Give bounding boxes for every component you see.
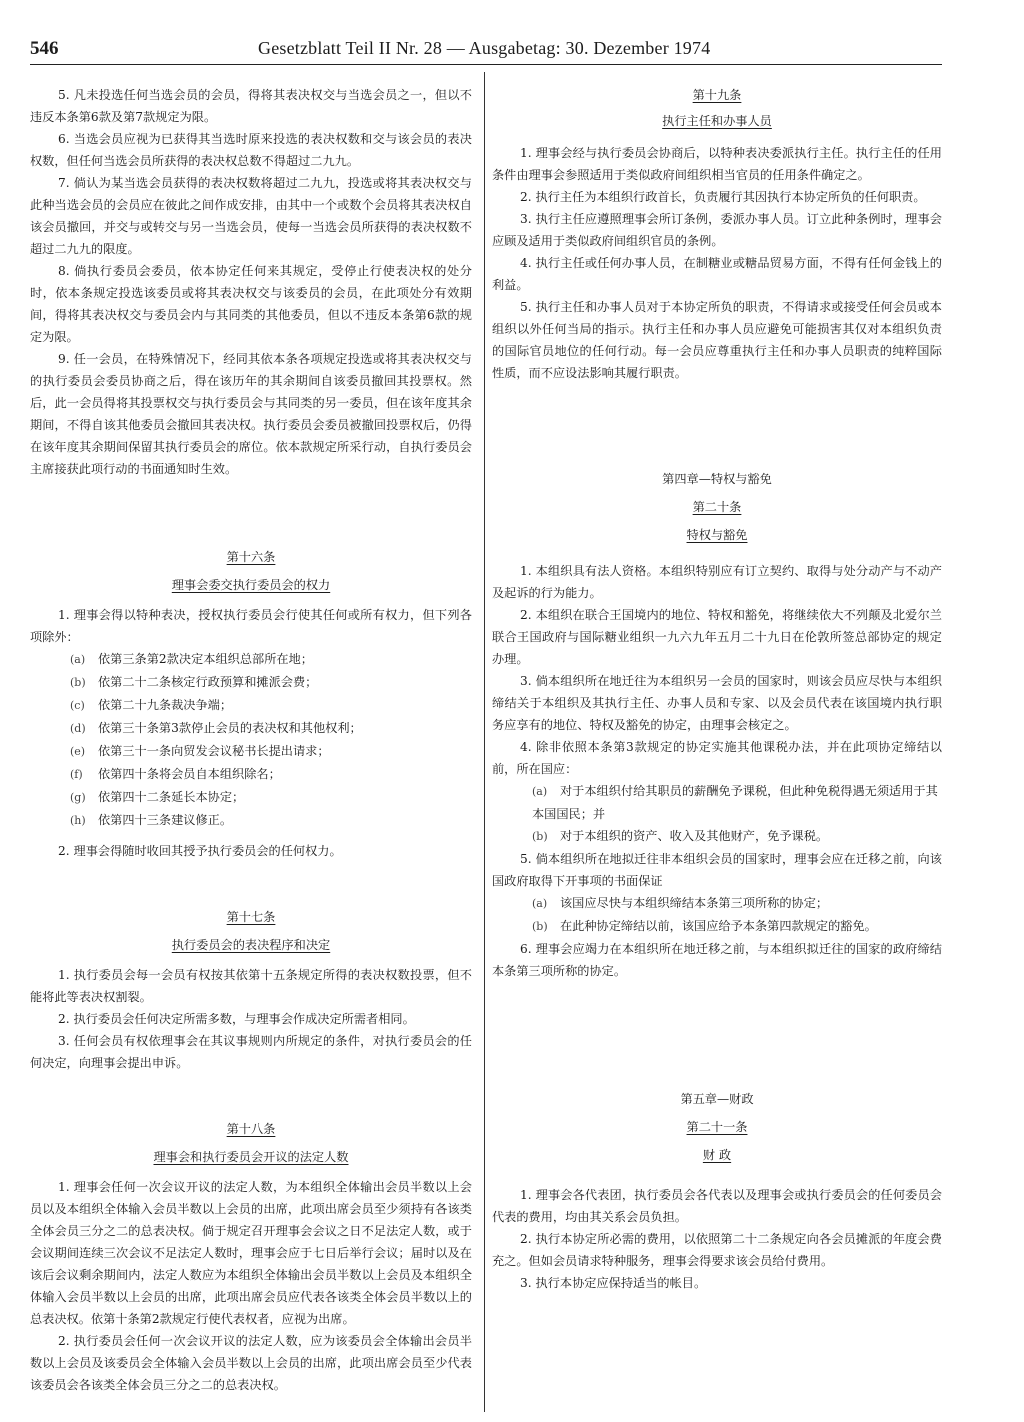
- list-item: (b) 在此种协定缔结以前，该国应给予本条第四款规定的豁免。: [532, 919, 877, 933]
- header-rule: [30, 64, 942, 65]
- list-item: (c) 依第二十九条裁决争端；: [70, 698, 233, 712]
- paragraph: 4. 除非依照本条第3款规定的协定实施其他课税办法，并在此项协定缔结以前，所在国应：: [492, 740, 942, 776]
- paragraph: 7. 倘认为某当选会员获得的表决权数将超过二九九，投选或将其表决权交与此种当选会员的会员应在彼此之间作成安排，由其中一个或数个会员将其表决权自该会员撤回，并交与或转交与另一当选会员，使每一当选会员所获得的表决权数不超过二九九的限度。: [30, 176, 472, 256]
- list-item: (f) 依第四十条将会员自本组织除名；: [70, 767, 281, 781]
- list-item: (g) 依第四十二条延长本协定；: [70, 790, 245, 804]
- page-header-title: Gesetzblatt Teil II Nr. 28 — Ausgabetag: 30. Dezember 1974: [258, 38, 711, 58]
- article-subject: 特权与豁免: [686, 528, 748, 542]
- right-column: [492, 84, 942, 1294]
- paragraph: 5. 凡未投选任何当选会员的会员，得将其表决权交与当选会员之一，但以不违反本条第6款及第7款规定为限。: [30, 88, 472, 124]
- list-item: (e) 依第三十一条向贸发会议秘书长提出请求；: [70, 744, 330, 758]
- article-subject: 执行主任和办事人员: [662, 114, 772, 128]
- paragraph: 3. 倘本组织所在地迁往为本组织另一会员的国家时，则该会员应尽快与本组织缔结关于本组织及其执行主任、办事人员和专家、以及会员代表在该国境内执行职务应享有的地位、特权及豁免的协定，由理事会核定之。: [492, 674, 942, 732]
- paragraph: 3. 执行本协定应保持适当的帐目。: [520, 1276, 707, 1290]
- left-column: [30, 84, 472, 1396]
- paragraph: 2. 执行本协定所必需的费用，以依照第二十二条规定向各会员摊派的年度会费充之。但如会员请求特种服务，理事会得要求该会员给付费用。: [492, 1232, 942, 1268]
- article-subject: 理事会和执行委员会开议的法定人数: [153, 1150, 349, 1164]
- paragraph: 1. 理事会经与执行委员会协商后，以特种表决委派执行主任。执行主任的任用条件由理事会参照适用于类似政府间组织相当官员的任用条件确定之。: [492, 146, 942, 182]
- paragraph: 8. 倘执行委员会委员，依本协定任何来其规定，受停止行使表决权的处分时，依本条规定投选该委员或将其表决权交与该委员的会员，在此项处分有效期间，得将其表决权交与委员会内与其同类的其他委员，但以不违反本条第6款的规定为限。: [30, 264, 472, 344]
- list-item: (h) 依第四十三条建议修正。: [70, 813, 233, 827]
- paragraph: 1. 理事会各代表团，执行委员会各代表以及理事会或执行委员会的任何委员会代表的费用，均由其关系会员负担。: [492, 1188, 942, 1224]
- paragraph: 1. 理事会得以特种表决，授权执行委员会行使其任何或所有权力，但下列各项除外：: [30, 608, 472, 644]
- list-item: (a) 对于本组织付给其职员的薪酬免予课税，但此种免税得遇无须适用于其本国国民；并: [532, 784, 938, 821]
- paragraph: 2. 本组织在联合王国境内的地位、特权和豁免，将继续依大不列颠及北爱尔兰联合王国政府与国际糖业组织一九六九年五月二十九日在伦敦所签总部协定的规定办理。: [492, 608, 942, 666]
- page-number: 546: [30, 38, 59, 59]
- article-title: 第十六条: [226, 550, 276, 564]
- paragraph: 5. 执行主任和办事人员对于本协定所负的职责，不得请求或接受任何会员或本组织以外任何当局的指示。执行主任和办事人员应避免可能损害其仅对本组织负责的国际官员地位的任何行动。每一会员应尊重执行主任和办事人员职责的纯粹国际性质，而不应设法影响其履行职责。: [492, 300, 942, 380]
- paragraph: 4. 执行主任或任何办事人员，在制糖业或糖品贸易方面，不得有任何金钱上的利益。: [492, 256, 942, 292]
- paragraph: 1. 理事会任何一次会议开议的法定人数，为本组织全体输出会员半数以上会员以及本组织全体输入会员半数以上会员的出席，此项出席会员至少须持有各该类全体会员三分之二的总表决权。倘于规定召开理事会会议之日不足法定人数，或于会议期间连续三次会议不足法定人数时，理事会应于七日后举行会议；届时以及在该后会议剩余期间内，法定人数应为本组织全体输出会员半数以上会员及本组织全体输入会员半数以上会员的出席，此项出席会员应代表各该类全体会员半数以上的总表决权。依第十条第2款规定行使代表权者，应视为出席。: [30, 1180, 472, 1326]
- paragraph: 5. 倘本组织所在地拟迁往非本组织会员的国家时，理事会应在迁移之前，向该国政府取得下开事项的书面保证: [492, 852, 942, 888]
- paragraph: 6. 当选会员应视为已获得其当选时原来投选的表决权数和交与该会员的表决权数，但任何当选会员所获得的表决权总数不得超过二九九。: [30, 132, 472, 168]
- article-title: 第十九条: [692, 88, 742, 102]
- chapter-title: 第五章—财政: [680, 1092, 754, 1106]
- article-subject: 理事会委交执行委员会的权力: [171, 578, 331, 592]
- chapter-title: 第四章—特权与豁免: [662, 472, 772, 486]
- article-title: 第十七条: [226, 910, 276, 924]
- paragraph: 2. 执行委员会任何决定所需多数，与理事会作成决定所需者相同。: [58, 1012, 415, 1026]
- paragraph: 1. 本组织具有法人资格。本组织特别应有订立契约、取得与处分动产与不动产及起诉的行为能力。: [492, 564, 942, 600]
- paragraph: 3. 执行主任应遵照理事会所订条例，委派办事人员。订立此种条例时，理事会应顾及适用于类似政府间组织官员的条例。: [492, 212, 942, 248]
- article-subject: 执行委员会的表决程序和决定: [171, 938, 331, 952]
- list-item: (d) 依第三十条第3款停止会员的表决权和其他权利；: [70, 721, 362, 735]
- list-item: (b) 对于本组织的资产、收入及其他财产，免予课税。: [532, 829, 829, 843]
- paragraph: 2. 执行委员会任何一次会议开议的法定人数，应为该委员会全体输出会员半数以上会员及该委员会全体输入会员半数以上会员的出席，此项出席会员至少代表该委员会各该类全体会员三分之二的总表决权。: [30, 1334, 472, 1392]
- list-item: (a) 依第三条第2款决定本组织总部所在地；: [70, 652, 313, 666]
- paragraph: 9. 任一会员，在特殊情况下，经同其依本条各项规定投选或将其表决权交与的执行委员会委员协商之后，得在该历年的其余期间自该委员撤回其投票权。然后，此一会员得将其投票权交与执行委员会与其同类的另一委员，但在该年度其余期间，不得自该其他委员会撤回其表决权。执行委员会委员被撤回投票权后，仍得在该年度其余期间保留其执行委员会的席位。依本款规定所采行动，自执行委员会主席接获此项行动的书面通知时生效。: [30, 352, 472, 476]
- article-title: 第十八条: [226, 1122, 276, 1136]
- paragraph: 2. 理事会得随时收回其授予执行委员会的任何权力。: [58, 844, 342, 858]
- list-item: (a) 该国应尽快与本组织缔结本条第三项所称的协定；: [532, 896, 829, 910]
- article-subject: 财 政: [702, 1148, 732, 1162]
- paragraph: 1. 执行委员会每一会员有权按其依第十五条规定所得的表决权数投票，但不能将此等表决权割裂。: [30, 968, 472, 1004]
- list-item: (b) 依第二十二条核定行政预算和摊派会费；: [70, 675, 318, 689]
- article-title: 第二十一条: [686, 1120, 748, 1134]
- paragraph: 2. 执行主任为本组织行政首长，负责履行其因执行本协定所负的任何职责。: [520, 190, 926, 204]
- paragraph: 6. 理事会应竭力在本组织所在地迁移之前，与本组织拟迁往的国家的政府缔结本条第三项所称的协定。: [492, 942, 942, 978]
- article-title: 第二十条: [692, 500, 742, 514]
- paragraph: 3. 任何会员有权依理事会在其议事规则内所规定的条件，对执行委员会的任何决定，向理事会提出申诉。: [30, 1034, 472, 1070]
- column-divider: [484, 72, 485, 1412]
